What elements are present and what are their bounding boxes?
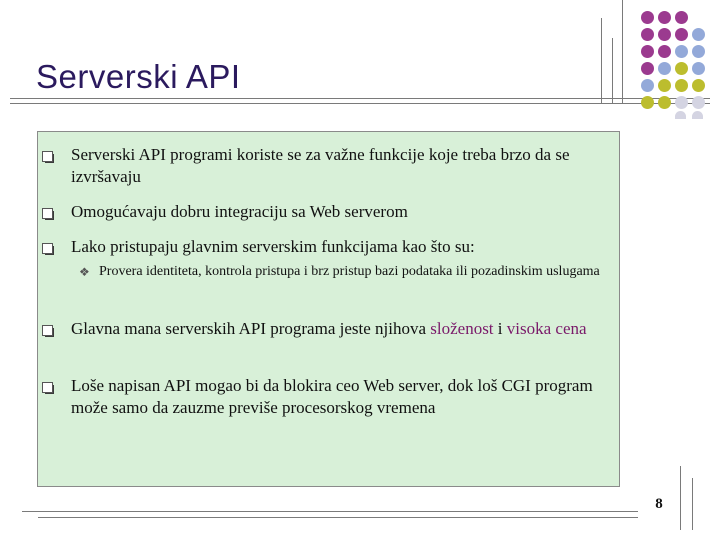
decor-dot [675, 28, 688, 41]
decor-dot [692, 62, 705, 75]
highlight-text: visoka cena [506, 319, 587, 338]
bullet-text [71, 318, 619, 340]
square-bullet-icon [42, 151, 55, 164]
diamond-bullet-icon: ❖ [79, 265, 90, 279]
decor-vertical-line-3 [622, 0, 623, 104]
bullet-text: Loše napisan API mogao bi da blokira ceo Web server, dok loš CGI program može samo da zauzme previše procesorskog vremena [71, 376, 593, 417]
bullet-text-part: i [493, 319, 507, 338]
decor-dot [675, 111, 686, 119]
decor-dot [641, 62, 654, 75]
footer-vertical-line-1 [680, 466, 681, 530]
sub-bullet-text: Provera identiteta, kontrola pristupa i brz pristup bazi podataka ili pozadinskim uslugama [99, 264, 600, 279]
footer-line-top [22, 511, 638, 512]
decor-dot [658, 79, 671, 92]
title-underline-top [10, 98, 710, 99]
square-bullet-icon [42, 243, 55, 256]
square-bullet-icon [42, 325, 55, 338]
decor-vertical-line-2 [612, 38, 613, 104]
decor-dot [675, 11, 688, 24]
decor-dot [658, 11, 671, 24]
decor-dot [641, 96, 654, 109]
bullet-text: Omogućavaju dobru integraciju sa Web serverom [71, 202, 408, 221]
bullet-text: Serverski API programi koriste se za važne funkcije koje treba brzo da se izvršavaju [71, 145, 570, 186]
decor-dot [692, 28, 705, 41]
decor-dot [692, 45, 705, 58]
bullet-text: Lako pristupaju glavnim serverskim funkcijama kao što su: [71, 237, 475, 256]
decor-dot [641, 28, 654, 41]
decor-dot [675, 96, 688, 109]
decor-dot [675, 62, 688, 75]
footer-vertical-line-2 [692, 478, 693, 530]
decor-dot-grid [641, 11, 713, 119]
decor-dot [641, 11, 654, 24]
bullet-text-part: Glavna mana serverskih API programa jeste njihova [71, 319, 431, 338]
footer-line-bottom [38, 517, 638, 518]
decor-dot [641, 79, 654, 92]
page-number: 8 [655, 496, 663, 512]
title-underline-bottom [10, 103, 710, 104]
decor-dot [675, 45, 688, 58]
decor-dot [658, 45, 671, 58]
decor-dot [658, 28, 671, 41]
decor-dot [675, 79, 688, 92]
decor-vertical-line-1 [601, 18, 602, 104]
decor-dot [692, 96, 705, 109]
decor-dot [658, 62, 671, 75]
slide-title: Serverski API [36, 58, 241, 95]
decor-dot [692, 111, 703, 119]
decor-dot [692, 79, 705, 92]
decor-dot [641, 45, 654, 58]
decor-dot [658, 96, 671, 109]
square-bullet-icon [42, 208, 55, 221]
highlight-text: složenost [430, 319, 494, 338]
square-bullet-icon [42, 382, 55, 395]
